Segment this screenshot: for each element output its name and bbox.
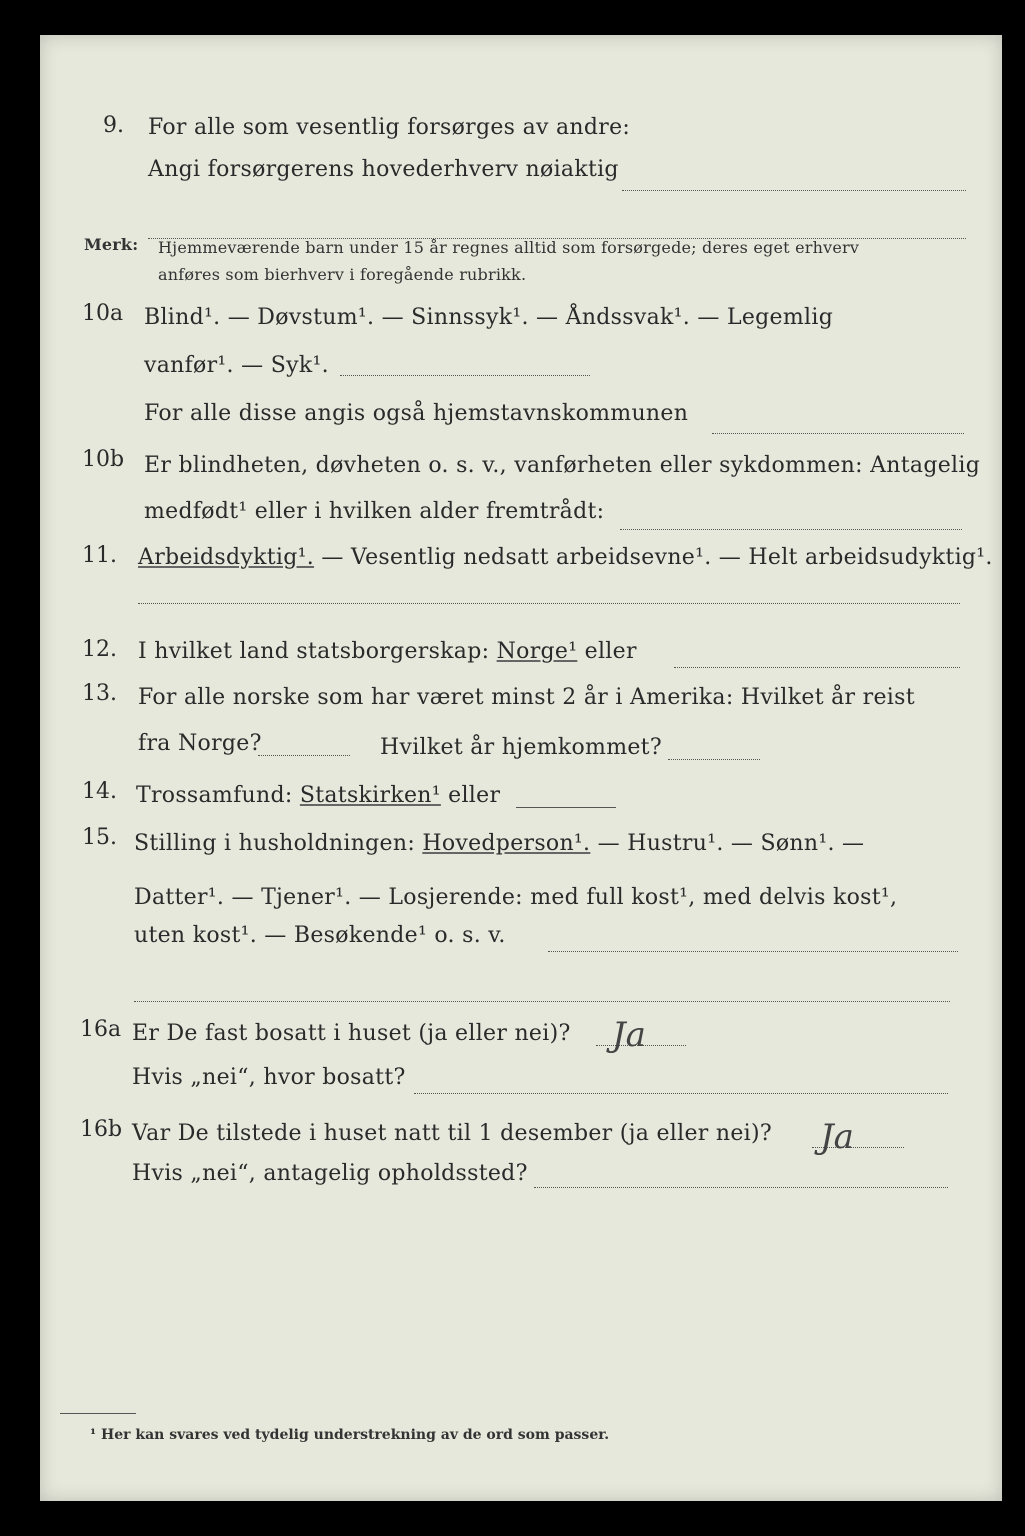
q9-answer-line[interactable] [622,190,966,191]
footnote-divider [60,1413,136,1414]
q12-text-a: I hvilket land statsborgerskap: [138,639,497,664]
merk-line1: Hjemmeværende barn under 15 år regnes alltid som forsørgede; deres eget erhverv [158,238,860,257]
q15-answer-line[interactable] [548,951,958,952]
q9-line2 [148,157,619,182]
q16b-handwritten-answer[interactable]: Ja [820,1117,854,1157]
q10a-line1: Blind¹. — Døvstum¹. — Sinnssyk¹. — Åndssvak¹. — Legemlig [144,305,834,330]
q14-text-a: Trossamfund: [136,783,300,808]
q10a-line3: For alle disse angis også hjemstavnskommunen [144,401,689,426]
q11-answer-line[interactable] [138,603,960,604]
q10b-answer-line[interactable] [620,529,962,530]
q16b-opholdssted-answer-line[interactable] [534,1187,948,1188]
q16a-line2: Hvis „nei“, hvor bosatt? [132,1065,406,1090]
footnote-text [90,1427,609,1443]
q12-text-c: eller [577,639,637,664]
q16a-line1: Er De fast bosatt i huset (ja eller nei)? [132,1021,571,1046]
q10b-number: 10b [82,447,125,472]
q10a-line2: vanfør¹. — Syk¹. [144,353,329,378]
q14-line [136,783,500,808]
q12-answer-line[interactable] [674,667,960,668]
q16a-number: 16a [80,1017,122,1042]
q14-number: 14. [82,779,117,804]
q14-answer-line[interactable] [516,807,616,808]
q10a-number: 10a [82,301,124,326]
q11-arbeidsdyktig-underlined: Arbeidsdyktig¹. [138,545,315,570]
q13-hjemkommet-answer-line[interactable] [668,759,760,760]
q15-line1-a: Stilling i husholdningen: [134,831,423,856]
census-form-page [40,35,1002,1501]
q16b-line1: Var De tilstede i huset natt til 1 desember (ja eller nei)? [132,1121,772,1146]
q15-answer-line-2[interactable] [134,1001,950,1002]
q13-line2a: fra Norge? [138,731,262,756]
q15-line3: uten kost¹. — Besøkende¹ o. s. v. [134,923,506,948]
q11-number: 11. [82,543,117,568]
q16a-handwritten-answer[interactable]: Ja [612,1015,646,1055]
q13-reist-answer-line[interactable] [258,755,350,756]
q16b-line2: Hvis „nei“, antagelig opholdssted? [132,1161,528,1186]
q13-number: 13. [82,681,117,706]
q10a-syk-answer-line[interactable] [340,375,590,376]
q16b-number: 16b [80,1117,123,1142]
q12-norge-underlined: Norge¹ [496,639,578,664]
merk-label: Merk: [84,235,139,254]
q15-line1-c: — Hustru¹. — Sønn¹. — [590,831,865,856]
q13-line2b: Hvilket år hjemkommet? [380,735,662,760]
q9-line1: For alle som vesentlig forsørges av andre: [148,115,631,140]
q15-hovedperson-underlined: Hovedperson¹. [422,831,591,856]
q14-statskirken-underlined: Statskirken¹ [299,783,441,808]
q12-number: 12. [82,637,117,662]
q11-line1-rest: — Vesentlig nedsatt arbeidsevne¹. — Helt arbeidsudyktig¹. [314,545,993,570]
q10b-line2: medfødt¹ eller i hvilken alder fremtrådt: [144,499,605,524]
q13-line1: For alle norske som har været minst 2 år i Amerika: Hvilket år reist [138,685,915,710]
q12-line [138,639,637,664]
q10a-kommune-answer-line[interactable] [712,433,964,434]
q15-line2: Datter¹. — Tjener¹. — Losjerende: med full kost¹, med delvis kost¹, [134,885,898,910]
q15-line1 [134,831,864,856]
q15-number: 15. [82,825,117,850]
q9-number: 9. [103,113,124,138]
q14-text-c: eller [440,783,501,808]
q9-line2-text: Angi forsørgerens hovederhverv nøiaktig [148,157,619,182]
footnote-body: Her kan svares ved tydelig understrekning av de ord som passer. [101,1427,610,1443]
merk-line2: anføres som bierhverv i foregående rubrikk. [158,265,527,284]
footnote-mark: ¹ [90,1427,97,1443]
q11-line1 [138,545,993,570]
q16a-bosatt-answer-line[interactable] [414,1093,948,1094]
q10b-line1: Er blindheten, døvheten o. s. v., vanførheten eller sykdommen: Antagelig [144,453,981,478]
